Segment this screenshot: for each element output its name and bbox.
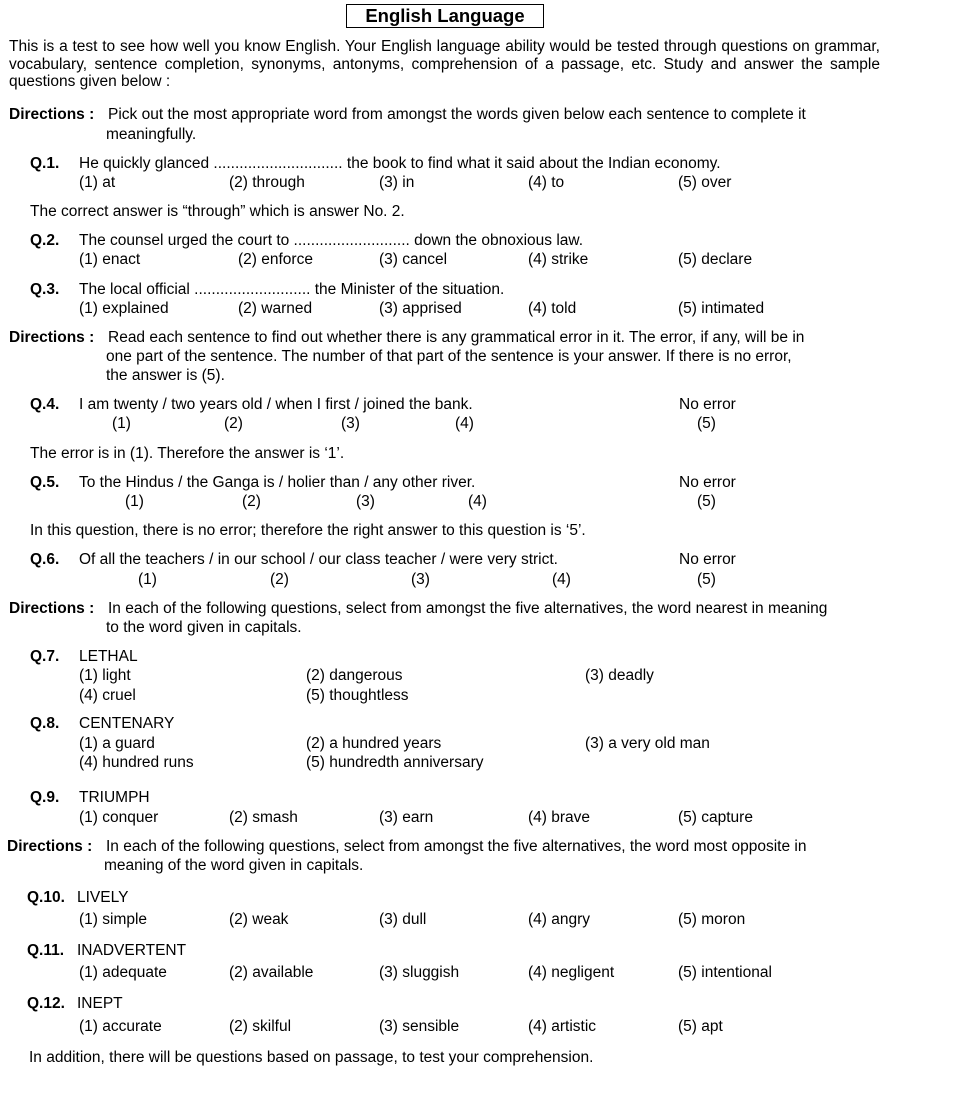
part-number: (2) <box>270 571 289 588</box>
option: (3) in <box>379 174 415 191</box>
question-number: Q.8. <box>30 715 60 732</box>
question-number: Q.12. <box>27 995 65 1012</box>
option: (3) a very old man <box>585 735 710 752</box>
part-number: (2) <box>224 415 243 432</box>
option: (4) strike <box>528 251 589 268</box>
option: (1) at <box>79 174 116 191</box>
question-word: INEPT <box>77 995 123 1012</box>
question-number: Q.7. <box>30 648 60 665</box>
option: (5) over <box>678 174 732 191</box>
option: (1) accurate <box>79 1018 162 1035</box>
answer-explanation: In this question, there is no error; therefore the right answer to this question is ‘5’. <box>30 522 586 539</box>
option: (1) enact <box>79 251 141 268</box>
option: (2) through <box>229 174 305 191</box>
directions-4-line-2: meaning of the word given in capitals. <box>104 857 364 874</box>
option: (4) cruel <box>79 687 136 704</box>
directions-label-3: Directions : <box>9 600 95 617</box>
option: (2) available <box>229 964 314 981</box>
question-number: Q.6. <box>30 551 60 568</box>
closing-note: In addition, there will be questions based on passage, to test your comprehension. <box>29 1049 594 1066</box>
question-word: LETHAL <box>79 648 138 665</box>
question-number: Q.1. <box>30 155 60 172</box>
question-text: The counsel urged the court to ........................... down the obnoxious law. <box>79 232 584 249</box>
directions-1-line-2: meaningfully. <box>106 126 197 143</box>
option: (2) weak <box>229 911 289 928</box>
question-word: LIVELY <box>77 889 129 906</box>
part-number: (5) <box>697 493 716 510</box>
question-number: Q.9. <box>30 789 60 806</box>
option: (1) light <box>79 667 131 684</box>
option: (3) cancel <box>379 251 448 268</box>
question-text: The local official ........................... the Minister of the situation. <box>79 281 505 298</box>
option: (4) negligent <box>528 964 615 981</box>
part-number: (4) <box>468 493 487 510</box>
option: (1) adequate <box>79 964 167 981</box>
option: (1) simple <box>79 911 148 928</box>
option: (4) to <box>528 174 565 191</box>
part-number: (3) <box>411 571 430 588</box>
option: (2) enforce <box>238 251 313 268</box>
part-number: (1) <box>125 493 144 510</box>
no-error-label: No error <box>679 474 736 491</box>
directions-2-line-1: Read each sentence to find out whether there is any grammatical error in it. The error, if any, will be in <box>108 329 805 346</box>
question-number: Q.3. <box>30 281 60 298</box>
option: (4) artistic <box>528 1018 597 1035</box>
option: (3) sluggish <box>379 964 460 981</box>
option: (5) intentional <box>678 964 772 981</box>
option: (3) dull <box>379 911 427 928</box>
directions-2-line-3: the answer is (5). <box>106 367 225 384</box>
no-error-label: No error <box>679 551 736 568</box>
option: (5) apt <box>678 1018 723 1035</box>
option: (5) hundredth anniversary <box>306 754 484 771</box>
directions-label-4: Directions : <box>7 838 93 855</box>
page-title: English Language <box>346 4 544 28</box>
question-number: Q.10. <box>27 889 65 906</box>
directions-label-1: Directions : <box>9 106 95 123</box>
intro-paragraph: This is a test to see how well you know English. Your English language ability would be tested through questions on grammar, vocabulary, sentence completion, synonyms, antonyms, comprehension of a passage, etc. Study and answer the sample questions given below : <box>9 38 880 90</box>
question-text: Of all the teachers / in our school / our class teacher / were very strict. <box>79 551 558 568</box>
directions-1-line-1: Pick out the most appropriate word from amongst the words given below each sentence to complete it <box>108 106 806 123</box>
question-text: He quickly glanced .............................. the book to find what it said about the Indian economy. <box>79 155 721 172</box>
directions-3-line-1: In each of the following questions, select from amongst the five alternatives, the word nearest in meaning <box>108 600 828 617</box>
question-number: Q.2. <box>30 232 60 249</box>
directions-label-2: Directions : <box>9 329 95 346</box>
part-number: (1) <box>138 571 157 588</box>
option: (4) brave <box>528 809 591 826</box>
option: (3) earn <box>379 809 434 826</box>
part-number: (1) <box>112 415 131 432</box>
answer-explanation: The error is in (1). Therefore the answer is ‘1’. <box>30 445 345 462</box>
question-text: To the Hindus / the Ganga is / holier than / any other river. <box>79 474 476 491</box>
option: (5) capture <box>678 809 753 826</box>
question-number: Q.11. <box>27 942 65 959</box>
question-word: CENTENARY <box>79 715 175 732</box>
part-number: (5) <box>697 571 716 588</box>
option: (5) intimated <box>678 300 765 317</box>
option: (2) skilful <box>229 1018 292 1035</box>
option: (4) told <box>528 300 577 317</box>
directions-3-line-2: to the word given in capitals. <box>106 619 302 636</box>
option: (1) explained <box>79 300 169 317</box>
option: (4) hundred runs <box>79 754 194 771</box>
option: (1) conquer <box>79 809 159 826</box>
option: (2) warned <box>238 300 313 317</box>
part-number: (3) <box>356 493 375 510</box>
question-word: INADVERTENT <box>77 942 187 959</box>
part-number: (3) <box>341 415 360 432</box>
question-word: TRIUMPH <box>79 789 150 806</box>
option: (5) moron <box>678 911 746 928</box>
part-number: (5) <box>697 415 716 432</box>
option: (5) declare <box>678 251 753 268</box>
question-number: Q.5. <box>30 474 60 491</box>
question-text: I am twenty / two years old / when I first / joined the bank. <box>79 396 473 413</box>
no-error-label: No error <box>679 396 736 413</box>
option: (3) deadly <box>585 667 654 684</box>
option: (2) a hundred years <box>306 735 442 752</box>
part-number: (2) <box>242 493 261 510</box>
part-number: (4) <box>552 571 571 588</box>
answer-explanation: The correct answer is “through” which is answer No. 2. <box>30 203 405 220</box>
option: (3) sensible <box>379 1018 460 1035</box>
part-number: (4) <box>455 415 474 432</box>
option: (3) apprised <box>379 300 462 317</box>
directions-2-line-2: one part of the sentence. The number of that part of the sentence is your answer. If there is no error, <box>106 348 792 365</box>
option: (2) dangerous <box>306 667 403 684</box>
question-number: Q.4. <box>30 396 60 413</box>
option: (2) smash <box>229 809 298 826</box>
option: (4) angry <box>528 911 591 928</box>
directions-4-line-1: In each of the following questions, select from amongst the five alternatives, the word most opposite in <box>106 838 807 855</box>
option: (5) thoughtless <box>306 687 409 704</box>
option: (1) a guard <box>79 735 155 752</box>
